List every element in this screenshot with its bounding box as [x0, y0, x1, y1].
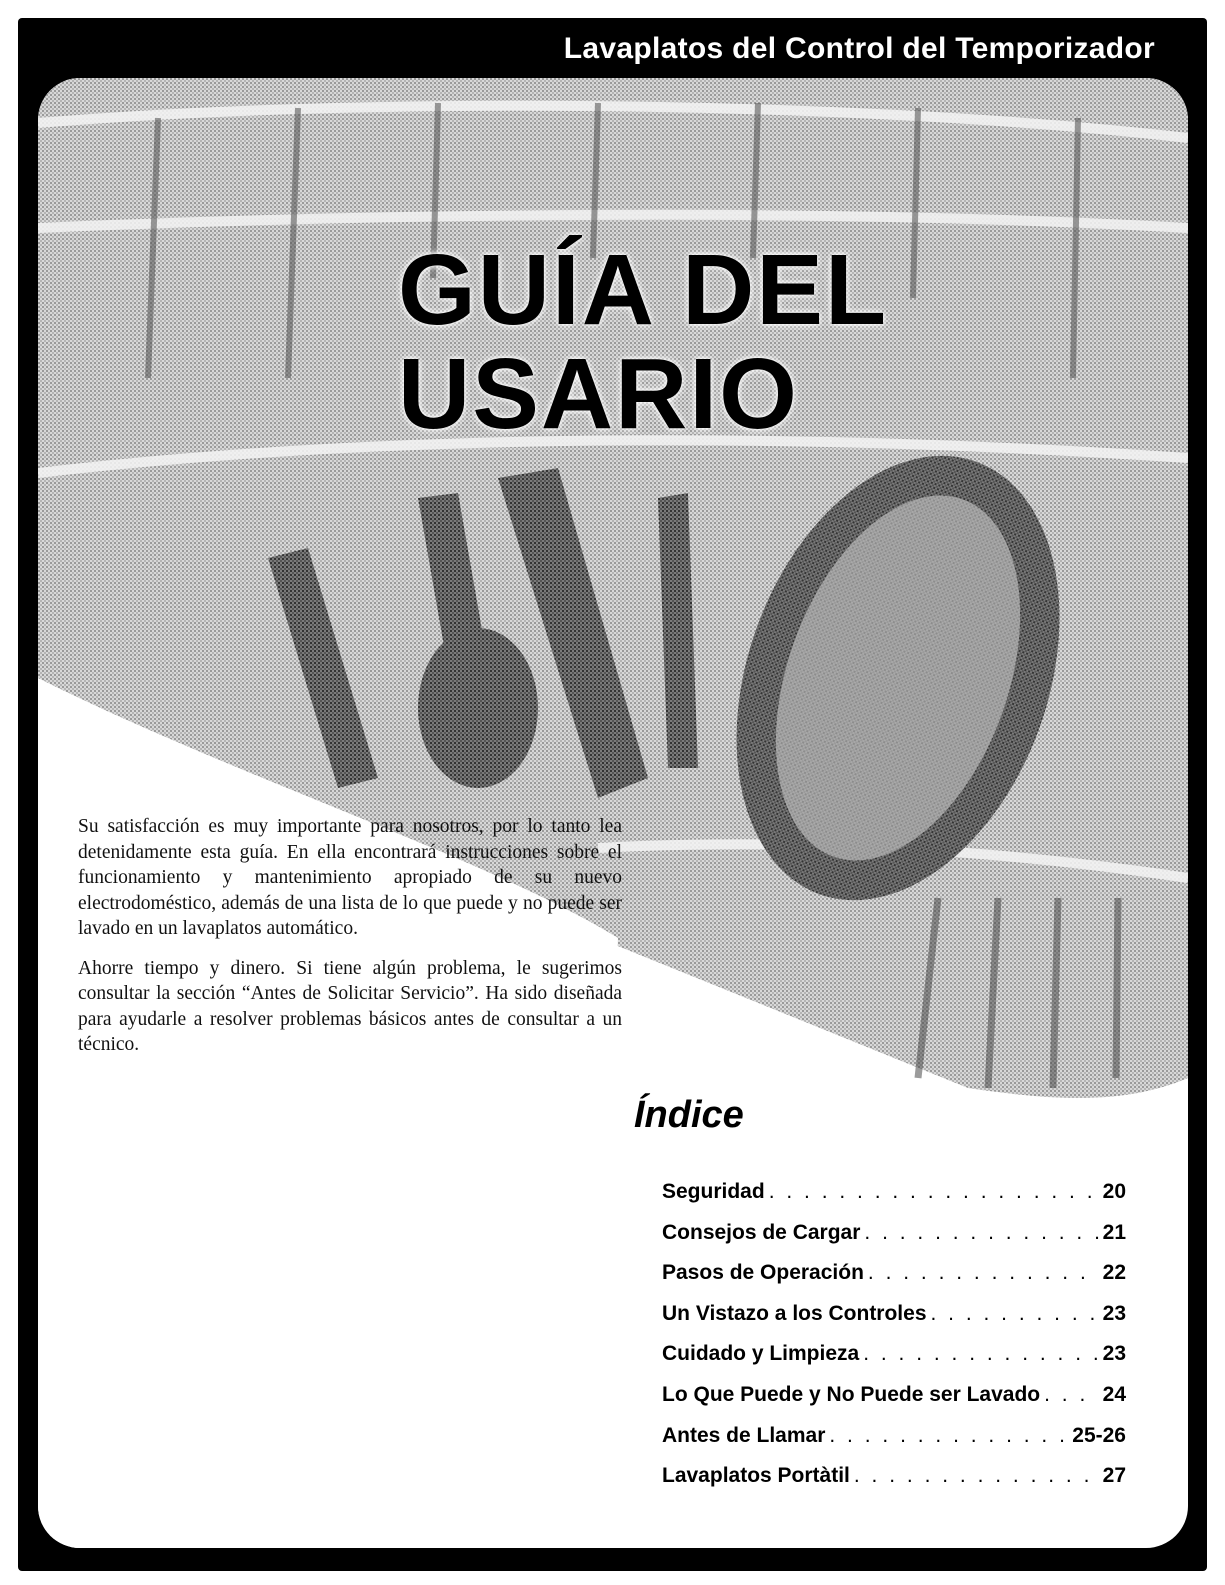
header-title: Lavaplatos del Control del Temporizador: [563, 32, 1155, 65]
toc-item-page: 25-26: [1072, 1423, 1126, 1447]
toc-item[interactable]: [662, 1342, 1126, 1383]
toc-item-label: Antes de Llamar: [662, 1423, 826, 1447]
toc-item-label: Seguridad: [662, 1180, 765, 1203]
toc-item-page: 22: [1102, 1261, 1126, 1285]
toc-item[interactable]: [662, 1302, 1126, 1343]
toc-item-label: Cuidado y Limpieza: [662, 1342, 860, 1366]
toc-item-page: 24: [1102, 1382, 1126, 1406]
cover-title: [398, 234, 889, 450]
toc-leader: [854, 1464, 1099, 1488]
toc-leader: [864, 1221, 1098, 1245]
toc-item[interactable]: [662, 1464, 1126, 1505]
toc-item[interactable]: [662, 1261, 1126, 1302]
cover-panel: [38, 78, 1188, 1548]
index-title: Índice: [634, 1094, 744, 1136]
toc-leader: [868, 1261, 1099, 1285]
toc-item[interactable]: [662, 1383, 1126, 1424]
toc-item[interactable]: [662, 1424, 1126, 1465]
toc-leader: [829, 1424, 1068, 1448]
intro-text: [78, 814, 622, 1072]
toc-item-page: 23: [1102, 1342, 1126, 1366]
toc-leader: [931, 1302, 1099, 1326]
toc-item-label: Un Vistazo a los Controles: [662, 1301, 927, 1325]
toc-item-label: Consejos de Cargar: [662, 1220, 861, 1244]
toc-item-label: Pasos de Operación: [662, 1261, 864, 1285]
table-of-contents: [662, 1180, 1126, 1505]
toc-leader: [863, 1342, 1098, 1366]
toc-item[interactable]: [662, 1180, 1126, 1221]
toc-leader: [1044, 1383, 1099, 1407]
toc-item-label: Lavaplatos Portàtil: [662, 1464, 850, 1488]
cover-title-line2: USARIO: [398, 338, 799, 450]
toc-item-page: 23: [1102, 1301, 1126, 1325]
intro-paragraph-2: Ahorre tiempo y dinero. Si tiene algún problema, le sugerimos consultar la sección “Antes de Solicitar Servicio”. Ha sido diseñada para ayudarle a resolver problemas básicos antes de consultar a un técnico.: [78, 957, 622, 1055]
toc-item-page: 27: [1102, 1464, 1126, 1488]
toc-leader: [769, 1180, 1099, 1204]
toc-item[interactable]: [662, 1221, 1126, 1262]
toc-item-page: 20: [1102, 1180, 1126, 1203]
intro-paragraph-1: Su satisfacción es muy importante para nosotros, por lo tanto lea detenidamente esta guía. En ella encontrará instrucciones sobre el funcionamiento y mantenimiento apropiado de su nuevo electrodoméstico, además de una lista de lo que puede y no puede ser lavado en un lavaplatos automático.: [78, 816, 622, 939]
cover-title-line1: GUÍA DEL: [398, 234, 889, 346]
toc-item-label: Lo Que Puede y No Puede ser Lavado: [662, 1382, 1041, 1406]
toc-item-page: 21: [1102, 1220, 1126, 1244]
